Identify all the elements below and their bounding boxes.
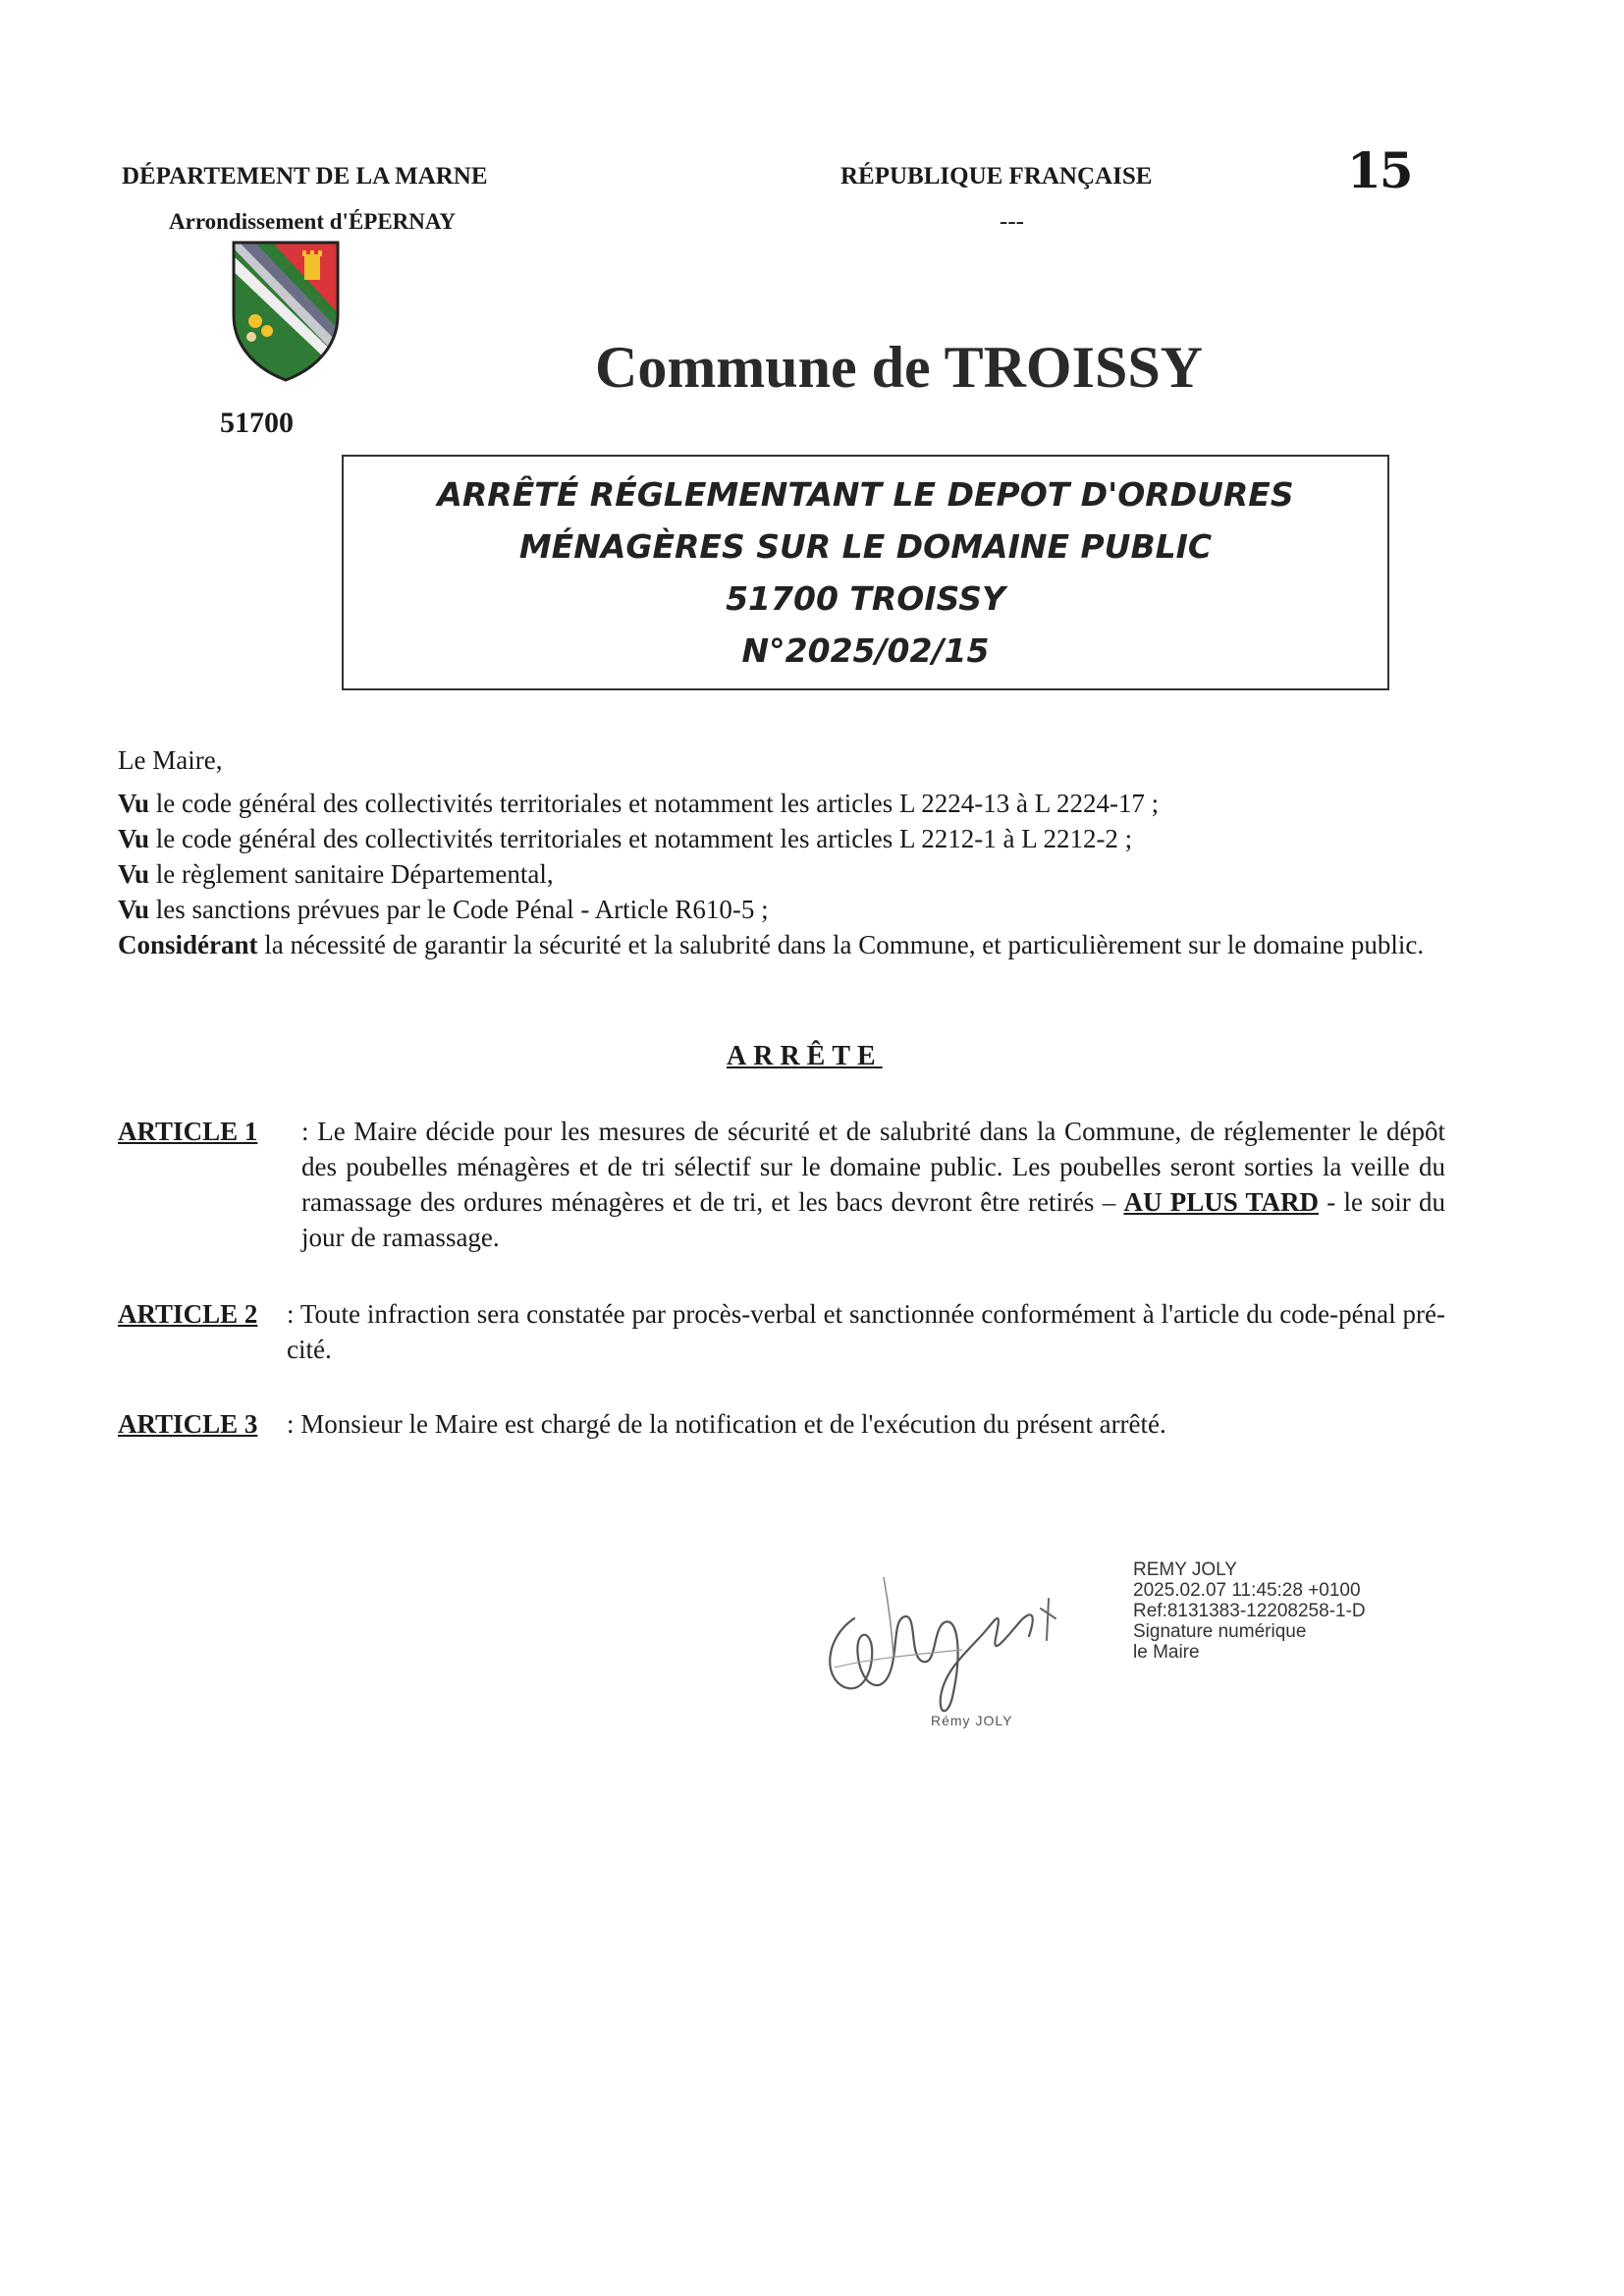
article-label: ARTICLE 2 xyxy=(118,1299,258,1329)
article-3 xyxy=(118,1406,1445,1442)
preamble-text: la nécessité de garantir la sécurité et la salubrité dans la Commune, et particulièrement sur le domaine public. xyxy=(257,930,1425,959)
signature-ref: Ref:8131383-12208258-1-D xyxy=(1133,1601,1366,1621)
coat-of-arms-icon xyxy=(230,239,342,384)
article-2 xyxy=(118,1296,1445,1367)
preamble-text: les sanctions prévues par le Code Pénal - Article R610-5 ; xyxy=(149,895,769,924)
handwritten-caption: Rémy JOLY xyxy=(931,1713,1013,1728)
article-1 xyxy=(118,1114,1445,1255)
decree-title-box xyxy=(342,455,1389,690)
article-text: : Monsieur le Maire est chargé de la notification et de l'exécution du présent arrêté. xyxy=(287,1409,1166,1439)
article-label: ARTICLE 1 xyxy=(118,1117,258,1146)
republic-label: RÉPUBLIQUE FRANÇAISE xyxy=(840,163,1153,190)
preamble-lead: Vu xyxy=(118,895,150,924)
department-name: DÉPARTEMENT DE LA MARNE xyxy=(122,163,488,190)
signature-type: Signature numérique xyxy=(1133,1621,1307,1642)
preamble-item xyxy=(118,856,1445,892)
decree-number: N°2025/02/15 xyxy=(741,631,990,670)
article-label: ARTICLE 3 xyxy=(118,1409,258,1439)
decree-title-line-2: MÉNAGÈRES SUR LE DOMAINE PUBLIC xyxy=(518,527,1213,566)
page-number: 15 xyxy=(1347,141,1412,199)
signature-datetime: 2025.02.07 11:45:28 +0100 xyxy=(1133,1580,1361,1601)
postal-code: 51700 xyxy=(220,407,294,439)
preamble-lead: Considérant xyxy=(118,930,258,959)
signer-role: le Maire xyxy=(1133,1642,1200,1663)
digital-signature-block xyxy=(1133,1559,1366,1663)
decree-title-line-1: ARRÊTÉ RÉGLEMENTANT LE DEPOT D'ORDURES xyxy=(437,475,1294,514)
preamble-item xyxy=(118,927,1445,962)
article-text-part: : Le Maire décide pour les mesures de sécurité et de salubrité dans la Commune, de réglementer le dépôt des poubelles ménagères et de tri sélectif sur le domaine public. Les poubelles seront sorties la veille du ramassage des ordures ménagères et de tri, et les bacs devront être retirés – xyxy=(301,1117,1445,1217)
signature-scribble-icon xyxy=(815,1559,1090,1736)
signer-name: REMY JOLY xyxy=(1133,1559,1237,1580)
article-emphasis: AU PLUS TARD xyxy=(1123,1187,1319,1217)
preamble-item xyxy=(118,892,1445,927)
article-text xyxy=(301,1114,1445,1255)
preamble-text: le code général des collectivités territoriales et notamment les articles L 2212-1 à L 2212-2 ; xyxy=(149,824,1133,853)
article-text-part: - le soir du jour de ramassage. xyxy=(301,1187,1445,1252)
arrete-heading: ARRÊTE xyxy=(727,1041,883,1071)
arrondissement-name: Arrondissement d'ÉPERNAY xyxy=(169,209,457,234)
handwritten-signature xyxy=(815,1559,1090,1736)
preamble-intro: Le Maire, xyxy=(118,745,223,775)
preamble-lead: Vu xyxy=(118,824,150,853)
preamble-lead: Vu xyxy=(118,789,150,818)
article-text: : Toute infraction sera constatée par procès-verbal et sanctionnée conformément à l'article du code-pénal pré-cité. xyxy=(287,1299,1445,1364)
preamble-lead: Vu xyxy=(118,859,150,889)
preamble-text: le code général des collectivités territoriales et notamment les articles L 2224-13 à L 2224-17 ; xyxy=(149,789,1160,818)
preamble-item xyxy=(118,786,1445,821)
preamble-item xyxy=(118,821,1445,856)
republic-separator: --- xyxy=(1000,208,1024,235)
preamble xyxy=(118,742,1445,962)
preamble-text: le règlement sanitaire Départemental, xyxy=(149,859,554,889)
commune-title: Commune de TROISSY xyxy=(595,335,1204,400)
decree-title-line-3: 51700 TROISSY xyxy=(726,579,1005,618)
